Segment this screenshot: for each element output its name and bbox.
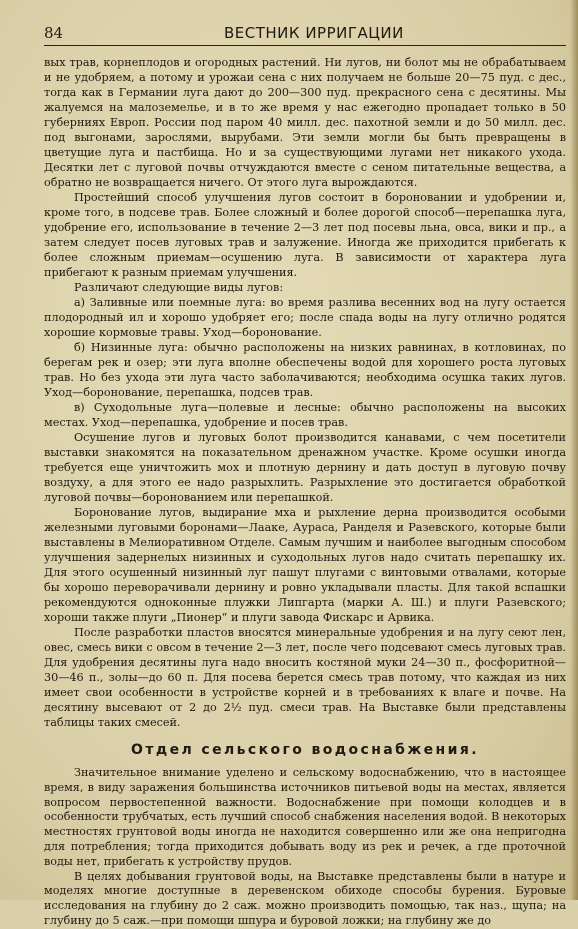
paragraph: в) Суходольные луга—полевые и лесные: обычно расположены на высоких местах. Уход—перепашка, удобрение и посев трав. bbox=[44, 401, 566, 429]
paragraph: Осушение лугов и луговых болот производится канавами, с чем посетители выставки знакомятся на показательном дренажном участке. Кроме осушки иногда требуется еще уничтожить мох и плотную дернину и дать доступ в луговую почву воздуху, а для этого ее надо разрыхлить. Разрыхление это достигается обработкой луговой почвы—боронованием или перепашкой. bbox=[44, 431, 566, 504]
page-edge-shadow bbox=[570, 0, 578, 900]
section-body bbox=[44, 766, 566, 929]
paragraph: а) Заливные или поемные луга: во время разлива весенних вод на лугу остается плодородный ил и хорошо удобряет его; после спада воды на лугу отлично родятся хорошие кормовые травы. Уход—боронование. bbox=[44, 296, 566, 339]
paragraph: Простейший способ улучшения лугов состоит в бороновании и удобрении и, кроме того, в подсеве трав. Более сложный и более дорогой способ—перепашка луга, удобрение его, использование в течение 2—3 лет под посевы льна, овса, вики и пр., а затем следует посев луговых трав и залужение. Иногда же приходится прибегать к более сложным приемам—осушению луга. В зависимости от характера луга прибегают к разным приемам улучшения. bbox=[44, 191, 566, 279]
page-number: 84 bbox=[44, 24, 64, 42]
paragraph: Боронование лугов, выдирание мха и рыхление дерна производится особыми железными луговыми боронами—Лааке, Аураса, Ранделя и Разевского, которые были выставлены в Мелиоративном Отделе. Самым лучшим и наиболее выгодным способом улучшения задернелых низинных и суходольных лугов надо считать перепашку их. Для этого осушенный низинный луг пашут плугами с винтовыми отвалами, которые бы хорошо переворачивали дернину и ровно укладывали пласты. Для такой вспашки рекомендуются одноконные плужки Липгарта (марки А. Ш.) и плуги Разевского; хороши также плуги „Пионер“ и плуги завода Фискарс и Арвика. bbox=[44, 506, 566, 624]
section-heading: Отдел сельского водоснабжения. bbox=[131, 742, 479, 758]
journal-title: ВЕСТНИК ИРРИГАЦИИ bbox=[224, 24, 404, 42]
paragraph: вых трав, корнеплодов и огородных растений. Ни лугов, ни болот мы не обрабатываем и не удобряем, а потому и урожаи сена с них получаем не больше 20—75 пуд. с дес., тогда как в Германии луга дают до 200—300 пуд. прекрасного сена с десятины. Мы жалуемся на малоземелье, и в то же время у нас ежегодно пропадает только в 50 губерниях Европ. России под паром 40 милл. дес. пахотной земли и до 50 милл. дес. под выгонами, зарослями, вырубами. Эти земли могли бы быть превращены в цветущие луга и пастбища. Но и за существующими лугами нет никакого ухода. Десятки лет с луговой почвы отчуждаются вместе с сеном питательные вещества, а обратно не возвращается ничего. От этого луга вырождаются. bbox=[44, 56, 566, 189]
paragraph: После разработки пластов вносятся минеральные удобрения и на лугу сеют лен, овес, смесь вики с овсом в течение 2—3 лет, после чего подсевают смесь луговых трав. Для удобрения десятины луга надо вносить костяной муки 24—30 п., фосфоритной—30—46 п., золы—до 60 п. Для посева берется смесь трав потому, что каждая из них имеет свои особенности в устройстве корней и в требованиях к влаге и почве. На десятину высевают от 2 до 2½ пуд. смеси трав. На Выставке были представлены таблицы таких смесей. bbox=[44, 626, 566, 729]
paragraph: Различают следующие виды лугов: bbox=[74, 281, 284, 294]
paragraph: Значительное внимание уделено и сельскому водоснабжению, что в настоящее время, в виду заражения большинства источников питьевой воды на местах, является вопросом первостепенной важности. Водоснабжение при помощи колодцев и в особенности трубчатых, есть лучший способ снабжения населения водой. В некоторых местностях грунтовой воды иногда не находится совершенно или же она непригодна для потребления; тогда приходится добывать воду из рек и речек, а где проточной воды нет, прибегать к устройству прудов. bbox=[44, 766, 566, 868]
article-body bbox=[44, 55, 566, 730]
page-header bbox=[44, 24, 566, 46]
paragraph: б) Низинные луга: обычно расположены на низких равнинах, в котловинах, по берегам рек и озер; эти луга вполне обеспечены водой для хорошего роста луговых трав. Но без ухода эти луга часто заболачиваются; необходима осушка таких лугов. Уход—боронование, перепашка, подсев трав. bbox=[44, 341, 566, 399]
paragraph: В целях добывания грунтовой воды, на Выставке представлены были в натуре и моделях многие доступные в деревенском обиходе способы бурения. Буровые исследования на глубину до 2 саж. можно производить помощью, так наз., щупа; на глубину до 5 саж.—при помощи шпура и буровой ложки; на глубину же до bbox=[44, 869, 566, 927]
